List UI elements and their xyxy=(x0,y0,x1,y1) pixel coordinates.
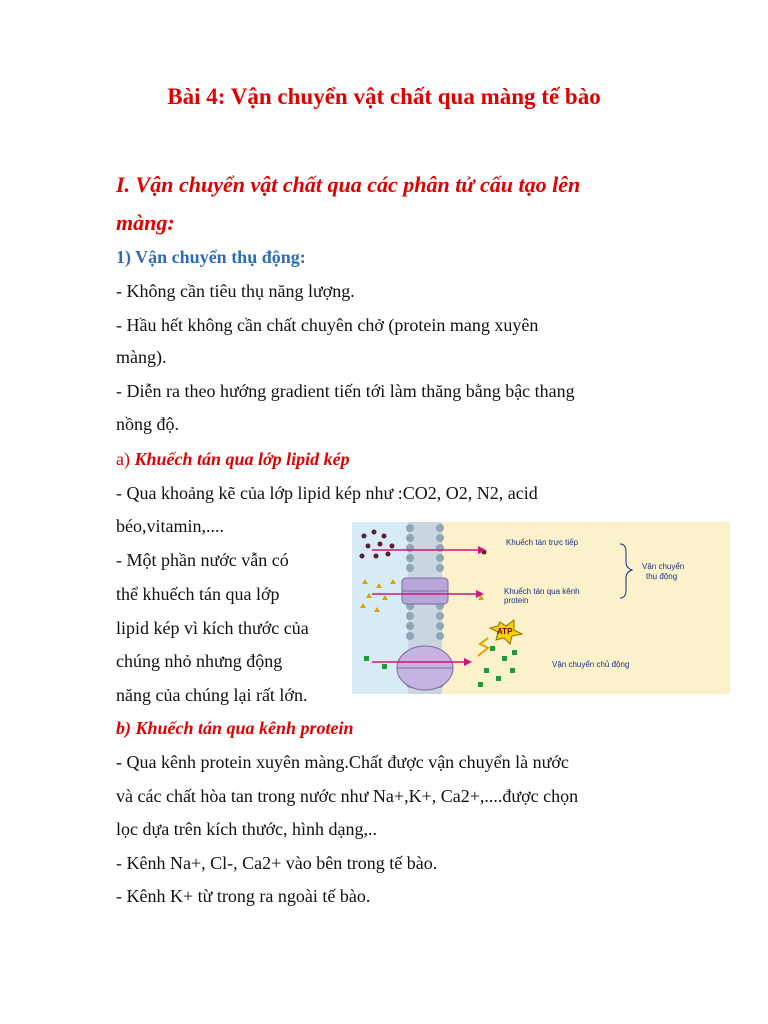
channel-line-5: - Kênh K+ từ trong ra ngoài tế bào. xyxy=(116,886,371,906)
section-heading-line-1: I. Vận chuyển vật chất qua các phân tử cấu tạo lên xyxy=(116,172,581,197)
channel-protein xyxy=(402,578,448,604)
channel-diffusion-heading xyxy=(116,718,354,739)
channel-line-3: lọc dựa trên kích thước, hình dạng,.. xyxy=(116,819,377,839)
membrane-diagram xyxy=(352,522,730,694)
passive-transport-heading: 1) Vận chuyển thụ động: xyxy=(116,247,306,267)
label-passive-transport-1: Vận chuyển xyxy=(642,562,685,571)
channel-line-2: và các chất hòa tan trong nước như Na+,K+, Ca2+,....được chọn xyxy=(116,786,579,806)
label-channel-diffusion-1: Khuếch tán qua kênh xyxy=(504,587,580,596)
lipid-diffusion-heading xyxy=(116,449,350,470)
label-channel-diffusion-2: protein xyxy=(504,596,529,605)
lipid-heading-prefix: a) xyxy=(116,449,135,469)
lipid-line-3: - Một phần nước vẫn có xyxy=(116,550,289,570)
label-passive-transport-2: thụ động xyxy=(646,572,678,581)
passive-line-1: - Không cần tiêu thụ năng lượng. xyxy=(116,281,355,301)
page-title: Bài 4: Vận chuyển vật chất qua màng tế bào xyxy=(167,84,601,109)
lipid-line-1: - Qua khoảng kẽ của lớp lipid kép như :CO2, O2, N2, acid xyxy=(116,483,538,503)
membrane-transport-figure xyxy=(352,522,730,694)
lipid-line-6: chúng nhỏ nhưng động xyxy=(116,651,283,671)
channel-line-1: - Qua kênh protein xuyên màng.Chất được vận chuyển là nước xyxy=(116,752,569,772)
atp-label: ATP xyxy=(497,627,513,636)
passive-line-3: màng). xyxy=(116,347,167,367)
carrier-pump-protein xyxy=(397,646,453,690)
lipid-line-2: béo,vitamin,.... xyxy=(116,516,224,536)
passive-line-5: nồng độ. xyxy=(116,414,179,434)
channel-line-4: - Kênh Na+, Cl-, Ca2+ vào bên trong tế bào. xyxy=(116,853,438,873)
label-direct-diffusion: Khuếch tán trực tiếp xyxy=(506,538,579,547)
passive-line-4: - Diễn ra theo hướng gradient tiến tới làm thăng bằng bậc thang xyxy=(116,381,575,401)
lipid-line-4: thể khuếch tán qua lớp xyxy=(116,584,280,604)
label-active-transport: Vận chuyển chủ động xyxy=(552,660,630,669)
lipid-heading-text: Khuếch tán qua lớp lipid kép xyxy=(134,449,350,469)
channel-heading-text: b) Khuếch tán qua kênh protein xyxy=(116,718,354,738)
passive-line-2: - Hầu hết không cần chất chuyên chở (protein mang xuyên xyxy=(116,315,539,335)
section-heading-line-2: màng: xyxy=(116,210,175,235)
lipid-line-5: lipid kép vì kích thước của xyxy=(116,618,309,638)
lipid-line-7: năng của chúng lại rất lớn. xyxy=(116,685,308,705)
